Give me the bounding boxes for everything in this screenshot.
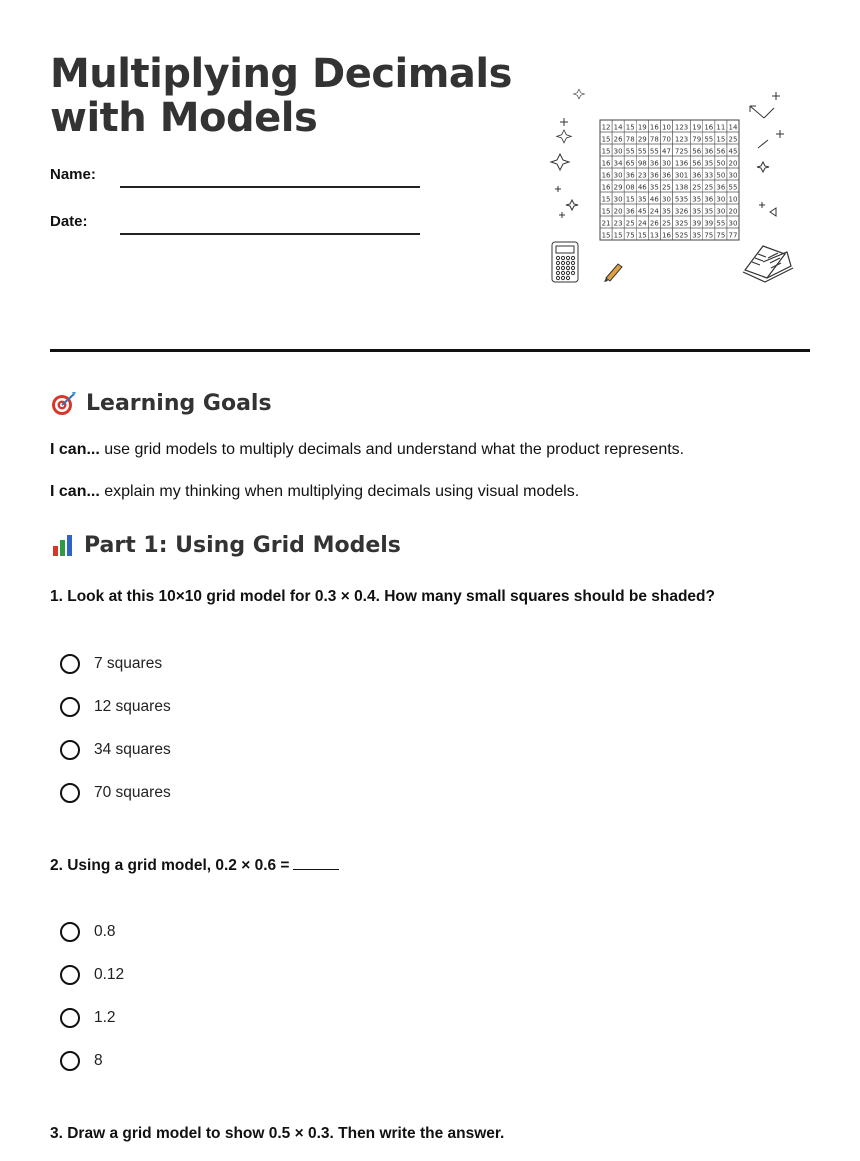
grid-number: 15 bbox=[601, 231, 611, 240]
q2-option-3[interactable] bbox=[60, 1008, 116, 1028]
grid-number: 35 bbox=[637, 195, 647, 204]
q2-option-4[interactable] bbox=[60, 1051, 103, 1071]
grid-number: 19 bbox=[692, 123, 702, 132]
math-doodle-illustration bbox=[540, 82, 810, 292]
grid-number: 301 bbox=[674, 171, 689, 180]
grid-number: 12 bbox=[601, 123, 611, 132]
grid-number: 29 bbox=[613, 183, 623, 192]
question-2-text: 2. Using a grid model, 0.2 × 0.6 = bbox=[50, 857, 290, 874]
option-label: 70 squares bbox=[94, 784, 171, 801]
grid-number: 30 bbox=[662, 195, 671, 204]
question-1: 1. Look at this 10×10 grid model for 0.3 × 0.4. How many small squares should be shaded? bbox=[50, 588, 715, 605]
grid-number: 36 bbox=[649, 159, 659, 168]
grid-number: 25 bbox=[662, 219, 671, 228]
grid-number: 16 bbox=[704, 123, 714, 132]
grid-number: 30 bbox=[613, 147, 623, 156]
question-2 bbox=[50, 857, 339, 875]
grid-number: 70 bbox=[662, 135, 671, 144]
grid-number: 56 bbox=[692, 147, 702, 156]
grid-number: 123 bbox=[674, 123, 689, 132]
answer-blank bbox=[293, 869, 339, 870]
header-divider bbox=[50, 349, 810, 352]
date-label: Date: bbox=[50, 213, 88, 230]
part1-heading bbox=[50, 532, 401, 558]
grid-number: 30 bbox=[728, 219, 738, 228]
goal-text: use grid models to multiply decimals and understand what the product represents. bbox=[99, 441, 685, 458]
goal-text: explain my thinking when multiplying decimals using visual models. bbox=[99, 483, 580, 500]
grid-number: 36 bbox=[704, 195, 714, 204]
option-label: 12 squares bbox=[94, 698, 171, 715]
grid-number: 11 bbox=[716, 123, 726, 132]
radio-button[interactable] bbox=[60, 1051, 80, 1071]
learning-goal-1 bbox=[50, 441, 684, 459]
target-icon bbox=[50, 390, 78, 416]
grid-number: 136 bbox=[674, 159, 689, 168]
name-field[interactable] bbox=[120, 186, 420, 188]
grid-number: 30 bbox=[662, 159, 671, 168]
radio-button[interactable] bbox=[60, 654, 80, 674]
q2-option-1[interactable] bbox=[60, 922, 116, 942]
grid-number: 78 bbox=[649, 135, 659, 144]
grid-number: 75 bbox=[704, 231, 714, 240]
grid-number: 15 bbox=[601, 207, 611, 216]
grid-number: 15 bbox=[625, 123, 635, 132]
option-label: 8 bbox=[94, 1052, 103, 1069]
grid-number: 35 bbox=[662, 207, 671, 216]
grid-number: 39 bbox=[704, 219, 714, 228]
grid-number: 55 bbox=[728, 183, 738, 192]
grid-number: 15 bbox=[637, 231, 647, 240]
grid-number: 50 bbox=[716, 171, 726, 180]
grid-number: 55 bbox=[637, 147, 647, 156]
grid-number: 46 bbox=[649, 195, 659, 204]
grid-number: 14 bbox=[613, 123, 623, 132]
grid-number: 535 bbox=[674, 195, 689, 204]
grid-number: 30 bbox=[716, 207, 726, 216]
option-label: 34 squares bbox=[94, 741, 171, 758]
grid-number: 36 bbox=[649, 171, 659, 180]
grid-number: 08 bbox=[625, 183, 635, 192]
grid-number: 23 bbox=[637, 171, 647, 180]
grid-number: 13 bbox=[649, 231, 659, 240]
grid-number: 123 bbox=[674, 135, 689, 144]
grid-number: 55 bbox=[649, 147, 659, 156]
grid-number: 326 bbox=[674, 207, 689, 216]
grid-number: 30 bbox=[716, 195, 726, 204]
grid-number: 35 bbox=[704, 159, 714, 168]
grid-number: 16 bbox=[601, 171, 611, 180]
grid-number: 16 bbox=[601, 183, 611, 192]
grid-number: 20 bbox=[613, 207, 623, 216]
grid-number: 30 bbox=[613, 195, 623, 204]
title-line-1: Multiplying Decimals bbox=[50, 51, 512, 97]
learning-goals-heading bbox=[50, 390, 272, 416]
goal-prefix: I can... bbox=[50, 441, 100, 458]
option-label: 0.8 bbox=[94, 923, 116, 940]
grid-number: 35 bbox=[692, 231, 702, 240]
pencil-icon bbox=[604, 264, 622, 282]
grid-number: 36 bbox=[625, 207, 635, 216]
grid-number: 77 bbox=[728, 231, 738, 240]
radio-button[interactable] bbox=[60, 922, 80, 942]
grid-number: 45 bbox=[637, 207, 647, 216]
grid-number: 19 bbox=[637, 123, 647, 132]
grid-number: 24 bbox=[649, 207, 659, 216]
grid-number: 25 bbox=[728, 135, 738, 144]
grid-number: 15 bbox=[625, 195, 635, 204]
grid-number: 20 bbox=[728, 159, 738, 168]
option-label: 7 squares bbox=[94, 655, 163, 672]
grid-number: 56 bbox=[716, 147, 726, 156]
grid-number: 35 bbox=[649, 183, 659, 192]
grid-number: 26 bbox=[613, 135, 623, 144]
grid-number: 78 bbox=[625, 135, 635, 144]
radio-button[interactable] bbox=[60, 740, 80, 760]
grid-number: 33 bbox=[704, 171, 714, 180]
grid-number: 79 bbox=[692, 135, 702, 144]
grid-number: 98 bbox=[637, 159, 647, 168]
grid-number: 56 bbox=[692, 159, 702, 168]
grid-number: 15 bbox=[601, 195, 611, 204]
title-line-2: with Models bbox=[50, 95, 318, 141]
grid-number: 55 bbox=[625, 147, 635, 156]
grid-number: 25 bbox=[704, 183, 714, 192]
grid-number: 23 bbox=[613, 219, 623, 228]
q2-option-2[interactable] bbox=[60, 965, 124, 985]
grid-number: 24 bbox=[637, 219, 647, 228]
grid-number: 15 bbox=[613, 231, 623, 240]
grid-number: 138 bbox=[674, 183, 689, 192]
grid-number: 25 bbox=[625, 219, 635, 228]
grid-number: 35 bbox=[692, 207, 702, 216]
grid-number: 35 bbox=[692, 195, 702, 204]
name-label: Name: bbox=[50, 166, 96, 183]
option-label: 0.12 bbox=[94, 966, 125, 983]
page-title bbox=[50, 52, 512, 140]
bar-chart-icon bbox=[50, 532, 76, 558]
calculator-icon bbox=[552, 242, 578, 282]
grid-number: 30 bbox=[728, 171, 738, 180]
grid-number: 55 bbox=[704, 135, 714, 144]
grid-number: 10 bbox=[662, 123, 671, 132]
learning-goals-title: Learning Goals bbox=[86, 390, 272, 416]
grid-number: 16 bbox=[662, 231, 671, 240]
grid-number: 39 bbox=[692, 219, 702, 228]
grid-number: 15 bbox=[601, 135, 611, 144]
q1-option-4[interactable] bbox=[60, 783, 171, 803]
grid-number: 50 bbox=[716, 159, 726, 168]
grid-number: 10 bbox=[728, 195, 738, 204]
grid-number: 21 bbox=[601, 219, 611, 228]
grid-number: 36 bbox=[625, 171, 635, 180]
radio-button[interactable] bbox=[60, 783, 80, 803]
open-book-icon bbox=[743, 246, 793, 282]
learning-goal-2 bbox=[50, 483, 579, 501]
q1-option-2[interactable] bbox=[60, 697, 171, 717]
grid-number: 15 bbox=[601, 147, 611, 156]
grid-number: 525 bbox=[674, 231, 689, 240]
grid-number: 45 bbox=[728, 147, 738, 156]
radio-button[interactable] bbox=[60, 965, 80, 985]
radio-button[interactable] bbox=[60, 1008, 80, 1028]
grid-number: 20 bbox=[728, 207, 738, 216]
grid-number: 75 bbox=[625, 231, 635, 240]
grid-number: 15 bbox=[716, 135, 726, 144]
goal-prefix: I can... bbox=[50, 483, 100, 500]
grid-number: 725 bbox=[674, 147, 689, 156]
grid-number: 16 bbox=[649, 123, 659, 132]
grid-number: 325 bbox=[674, 219, 689, 228]
grid-number: 36 bbox=[692, 171, 702, 180]
grid-number: 46 bbox=[637, 183, 647, 192]
option-label: 1.2 bbox=[94, 1009, 116, 1026]
grid-number: 65 bbox=[625, 159, 635, 168]
grid-number: 29 bbox=[637, 135, 647, 144]
grid-number: 55 bbox=[716, 219, 726, 228]
grid-number: 47 bbox=[662, 147, 671, 156]
grid-number: 25 bbox=[692, 183, 702, 192]
q1-option-3[interactable] bbox=[60, 740, 171, 760]
number-grid bbox=[600, 120, 739, 240]
radio-button[interactable] bbox=[60, 697, 80, 717]
grid-number: 35 bbox=[704, 207, 714, 216]
question-3: 3. Draw a grid model to show 0.5 × 0.3. Then write the answer. bbox=[50, 1125, 505, 1142]
grid-number: 36 bbox=[716, 183, 726, 192]
grid-number: 25 bbox=[662, 183, 671, 192]
grid-number: 16 bbox=[601, 159, 611, 168]
grid-number: 26 bbox=[649, 219, 659, 228]
grid-number: 36 bbox=[662, 171, 671, 180]
q1-option-1[interactable] bbox=[60, 654, 162, 674]
part1-title: Part 1: Using Grid Models bbox=[84, 532, 401, 558]
grid-number: 34 bbox=[613, 159, 623, 168]
grid-number: 30 bbox=[613, 171, 623, 180]
date-field[interactable] bbox=[120, 233, 420, 235]
grid-number: 75 bbox=[716, 231, 726, 240]
grid-number: 14 bbox=[728, 123, 738, 132]
grid-number: 36 bbox=[704, 147, 714, 156]
